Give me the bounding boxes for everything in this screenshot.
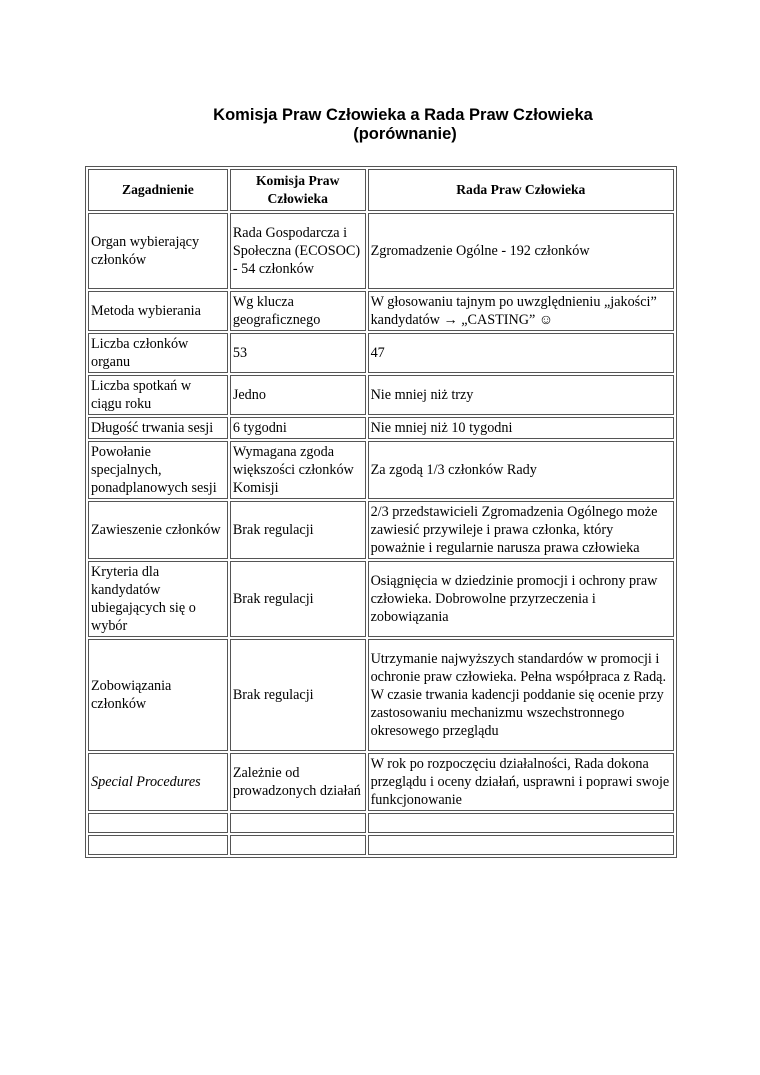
table-row bbox=[88, 441, 674, 499]
commission-cell: Wg klucza geograficznego bbox=[230, 291, 366, 331]
header-council: Rada Praw Człowieka bbox=[368, 169, 674, 211]
council-cell: Nie mniej niż trzy bbox=[368, 375, 674, 415]
commission-cell: 53 bbox=[230, 333, 366, 373]
empty-row bbox=[88, 835, 674, 855]
issue-cell: Metoda wybierania bbox=[88, 291, 228, 331]
table-row bbox=[88, 753, 674, 811]
empty-cell bbox=[368, 835, 674, 855]
document-title bbox=[0, 106, 760, 144]
header-row bbox=[88, 169, 674, 211]
council-cell: Zgromadzenie Ogólne - 192 członków bbox=[368, 213, 674, 289]
table-row bbox=[88, 291, 674, 331]
issue-cell: Zawieszenie członków bbox=[88, 501, 228, 559]
commission-cell: 6 tygodni bbox=[230, 417, 366, 439]
table-row bbox=[88, 213, 674, 289]
empty-cell bbox=[230, 813, 366, 833]
issue-cell: Zobowiązania członków bbox=[88, 639, 228, 751]
commission-cell: Wymagana zgoda większości członków Komisji bbox=[230, 441, 366, 499]
commission-cell: Jedno bbox=[230, 375, 366, 415]
council-cell: Za zgodą 1/3 członków Rady bbox=[368, 441, 674, 499]
council-cell: Utrzymanie najwyższych standardów w promocji i ochronie praw człowieka. Pełna współpraca z Radą. W czasie trwania kadencji poddanie się ocenie przy zastosowaniu mechanizmu wszechstronnego okresowego przeglądu bbox=[368, 639, 674, 751]
empty-cell bbox=[88, 813, 228, 833]
table-row bbox=[88, 561, 674, 637]
header-issue: Zagadnienie bbox=[88, 169, 228, 211]
commission-cell: Zależnie od prowadzonych działań bbox=[230, 753, 366, 811]
empty-cell bbox=[88, 835, 228, 855]
commission-cell: Brak regulacji bbox=[230, 639, 366, 751]
table-row bbox=[88, 417, 674, 439]
council-cell: W głosowaniu tajnym po uwzględnieniu „jakości” kandydatów → „CASTING” ☺ bbox=[368, 291, 674, 331]
council-cell: 47 bbox=[368, 333, 674, 373]
issue-cell: Liczba spotkań w ciągu roku bbox=[88, 375, 228, 415]
empty-cell bbox=[368, 813, 674, 833]
issue-cell: Powołanie specjalnych, ponadplanowych sesji bbox=[88, 441, 228, 499]
table-row bbox=[88, 375, 674, 415]
title-line-1: Komisja Praw Człowieka a Rada Praw Człowieka bbox=[213, 106, 593, 124]
empty-row bbox=[88, 813, 674, 833]
commission-cell: Rada Gospodarcza i Społeczna (ECOSOC) - 54 członków bbox=[230, 213, 366, 289]
issue-cell: Organ wybierający członków bbox=[88, 213, 228, 289]
table-row bbox=[88, 333, 674, 373]
council-cell: Osiągnięcia w dziedzinie promocji i ochrony praw człowieka. Dobrowolne przyrzeczenia i zobowiązania bbox=[368, 561, 674, 637]
commission-cell: Brak regulacji bbox=[230, 561, 366, 637]
empty-cell bbox=[230, 835, 366, 855]
title-line-2: (porównanie) bbox=[353, 125, 457, 143]
issue-cell: Długość trwania sesji bbox=[88, 417, 228, 439]
council-cell: Nie mniej niż 10 tygodni bbox=[368, 417, 674, 439]
council-cell: 2/3 przedstawicieli Zgromadzenia Ogólnego może zawiesić przywileje i prawa członka, który poważnie i regularnie narusza prawa człowieka bbox=[368, 501, 674, 559]
issue-cell: Liczba członków organu bbox=[88, 333, 228, 373]
table-row bbox=[88, 639, 674, 751]
issue-cell: Kryteria dla kandydatów ubiegających się o wybór bbox=[88, 561, 228, 637]
table-row bbox=[88, 501, 674, 559]
issue-cell: Special Procedures bbox=[88, 753, 228, 811]
comparison-table bbox=[85, 166, 677, 858]
council-cell: W rok po rozpoczęciu działalności, Rada dokona przeglądu i oceny działań, usprawni i poprawi swoje funkcjonowanie bbox=[368, 753, 674, 811]
header-commission: Komisja Praw Człowieka bbox=[230, 169, 366, 211]
commission-cell: Brak regulacji bbox=[230, 501, 366, 559]
